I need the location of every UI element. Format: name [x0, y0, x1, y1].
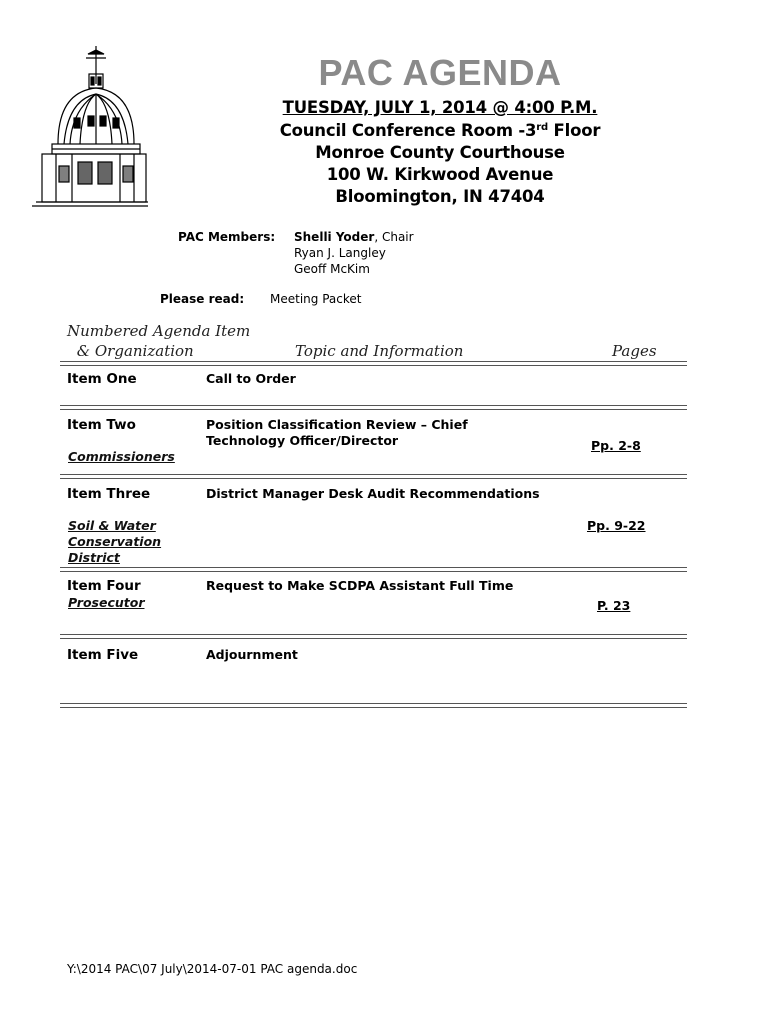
page-title: PAC AGENDA: [318, 52, 562, 93]
divider: [60, 567, 687, 572]
please-read-value: Meeting Packet: [270, 292, 362, 306]
item-name: Item One: [67, 371, 137, 387]
item-topic: Request to Make SCDPA Assistant Full Time: [206, 578, 514, 593]
divider: [60, 474, 687, 479]
member-chair: [294, 229, 414, 245]
please-read-label: Please read:: [160, 292, 245, 306]
item-name: Item Four: [67, 578, 141, 594]
item-name: Item Three: [67, 486, 151, 502]
divider: [60, 703, 687, 708]
member: Geoff McKim: [294, 262, 370, 276]
members-list: [294, 229, 414, 277]
chair-name: Shelli Yoder: [294, 230, 375, 244]
column-header-pages: Pages: [612, 342, 657, 360]
room-superscript: rd: [536, 122, 548, 133]
item-name: Item Five: [67, 647, 139, 663]
courthouse-logo: [28, 44, 148, 209]
item-topic: District Manager Desk Audit Recommendations: [206, 486, 540, 501]
building-name: Monroe County Courthouse: [315, 143, 565, 162]
column-header-item: Numbered Agenda Item: [67, 322, 251, 340]
item-organization: Commissioners: [68, 449, 175, 464]
divider: [60, 634, 687, 639]
item-topic: Position Classification Review – Chief Technology Officer/Director: [206, 417, 468, 448]
item-organization: Prosecutor: [68, 595, 145, 610]
item-pages: P. 23: [597, 598, 631, 613]
file-path-footer: Y:\2014 PAC\07 July\2014-07-01 PAC agenda.doc: [67, 962, 358, 976]
room-text: Council Conference Room -3: [279, 121, 537, 140]
item-organization: Soil & Water Conservation District: [68, 518, 162, 565]
item-name: Item Two: [67, 417, 136, 433]
street-address: 100 W. Kirkwood Avenue: [326, 165, 554, 184]
item-topic: Adjournment: [206, 647, 298, 662]
members-label: PAC Members:: [178, 230, 276, 244]
chair-role: , Chair: [374, 230, 414, 244]
column-header-topic: Topic and Information: [295, 342, 464, 360]
item-pages: Pp. 2-8: [591, 438, 641, 453]
meeting-room: [240, 120, 640, 142]
divider: [60, 361, 687, 366]
column-header-org: & Organization: [72, 342, 194, 360]
divider: [60, 405, 687, 410]
room-floor: Floor: [548, 121, 601, 140]
meeting-date: TUESDAY, JULY 1, 2014 @ 4:00 P.M.: [282, 98, 598, 117]
item-topic: Call to Order: [206, 371, 296, 386]
item-pages: Pp. 9-22: [587, 518, 646, 533]
member: Ryan J. Langley: [294, 246, 386, 260]
city-address: Bloomington, IN 47404: [335, 187, 545, 206]
